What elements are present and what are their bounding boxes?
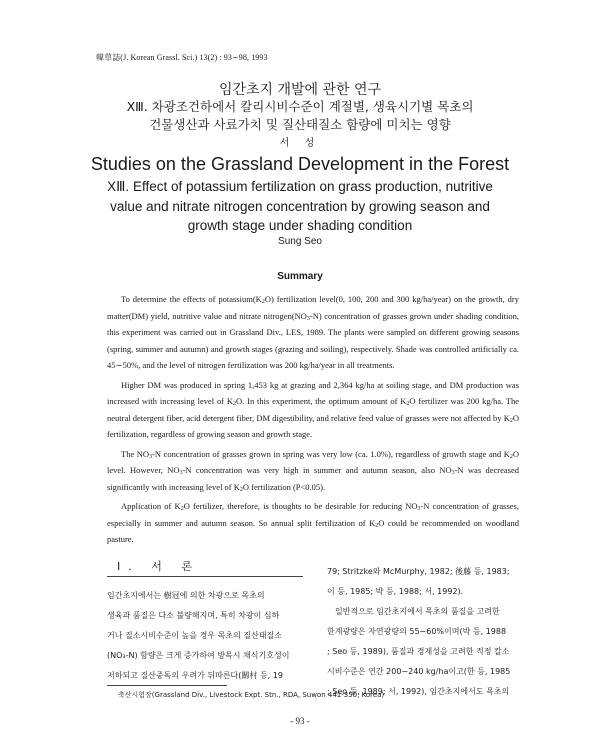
- korean-title-line-1: 임간초지 개발에 관한 연구: [218, 82, 382, 98]
- page-number: - 93 -: [290, 716, 310, 726]
- korean-author: 서 성: [279, 138, 321, 149]
- intro-right-line: 이 등, 1985; 박 등, 1988; 서, 1992).: [327, 587, 464, 596]
- introduction-heading: Ⅰ. 서 론: [117, 560, 200, 573]
- english-author: Sung Seo: [278, 236, 322, 247]
- intro-left-line: 저하되고 질산중독의 우려가 뒤따른다(關村 등, 19: [107, 671, 283, 680]
- intro-right-column: [327, 562, 521, 702]
- affiliation-footnote: 축산시험장(Grassland Div., Livestock Expt. Stn., RDA, Suwon 441-350, Korea): [118, 691, 385, 699]
- english-title-line-4: growth stage under shading condition: [187, 218, 413, 233]
- intro-right-line: 한계광량은 자연광량의 55∼60%이며(박 등, 1988: [327, 627, 507, 636]
- abstract-paragraph-1: To determine the effects of $potassium(K_2O)$ fertilization level(0, 100, 200 and 300 kg/ha/year) on the growth, dry matter(DM) yield, nutritive value and nitrate $nitrogen(NO_3-N)$ concentration of grasses grown under shading condition, this experiment was carried out in Grassland Div., LES, 1989. The plants were sampled on different growing seasons (spring, summer and autumn) and growth stages (grazing and soiling), respectively. Shade was controlled artificially ca. 45∼50%, and the level of nitrogen fertilization was 200 kg/ha/year in all treatments.: [107, 294, 519, 370]
- intro-left-line: (NO₃-N) 함량은 크게 증가하여 방목시 채식기호성이: [107, 651, 290, 660]
- korean-title-line-3: 건물생산과 사료가치 및 질산태질소 함량에 미치는 영향: [149, 117, 451, 132]
- abstract-paragraph-2: Higher DM was produced in spring 1,453 kg at grazing and 2,364 kg/ha at soiling stage, and DM production was increased with increasing level of $K_2O$. In this experiment, the optimum amount of $K_2O$ fertilizer was 200 kg/ha. The neutral detergent fiber, acid detergent fiber, DM digestibility, and relative feed value of grasses were not affected by $K_2O$ fertilization, regardless of growing season and growth stage.: [107, 379, 519, 439]
- abstract-body: [107, 291, 519, 551]
- intro-right-line: 시비수준은 연간 200∼240 kg/ha이고(한 등, 1985: [327, 667, 511, 676]
- intro-right-line: ; Seo 등, 1989), 품질과 경제성을 고려한 적정 칼소: [327, 647, 510, 656]
- summary-heading: Summary: [277, 271, 323, 282]
- intro-right-line: ; Seo 등, 1989; 서, 1992), 임간초지에서도 목초의: [327, 687, 510, 696]
- intro-right-line: 일반적으로 임간초지에서 목초의 품질을 고려한: [335, 607, 500, 616]
- footnote-divider: [107, 685, 227, 686]
- intro-left-line: 임간초지에서는 樹冠에 의한 차광으로 목초의: [107, 591, 265, 600]
- korean-title-line-2: XⅢ. 차광조건하에서 칼리시비수준이 계절별, 생육시기별 목초의: [126, 99, 474, 114]
- intro-left-column: [107, 586, 303, 686]
- abstract-paragraph-3: The $NO_3-N$ concentration of grasses grown in spring was very low (ca. 1.0%), regardless of growth stage and $K_2O$ level. However, $NO_3-N$ concentration was very high in summer and autumn season, also $NO_3-N$ was decreased significantly with increasing level of $K_2O$ fertilization (P<0.05).: [107, 448, 519, 493]
- intro-right-line: 79; Stritzke와 McMurphy, 1982; 後藤 등, 1983;: [327, 567, 510, 576]
- english-title-line-1: Studies on the Grassland Development in the Forest: [90, 154, 510, 174]
- journal-citation: 韓草誌(J. Korean Grassl. Sci.) 13(2) : 93∼98, 1993: [96, 53, 268, 62]
- english-title-line-3: value and nitrate nitrogen concentration by growing season and: [110, 199, 490, 214]
- intro-left-line: 생육과 품질은 다소 불량해지며, 특히 차광이 심하: [107, 611, 280, 620]
- section-divider: [107, 576, 303, 577]
- intro-left-line: 거나 질소시비수준이 높을 경우 목초의 질산태질소: [107, 631, 283, 640]
- abstract-paragraph-4: Application of $K_2O$ fertilizer, therefore, is thoughts to be desirable for reducing $NO_3-N$ concentration of grasses, especially in summer and autumn season. So annual split fertilization of $K_2O$ could be recommended on woodland pasture.: [107, 501, 519, 544]
- english-title-line-2: XⅢ. Effect of potassium fertilization on grass production, nutritive: [107, 179, 493, 194]
